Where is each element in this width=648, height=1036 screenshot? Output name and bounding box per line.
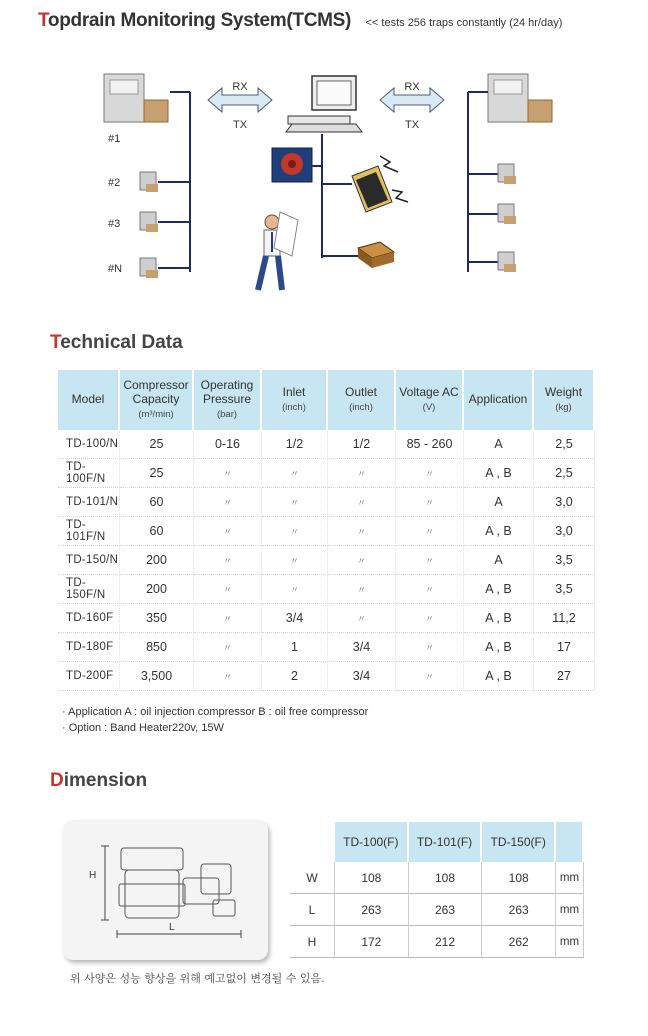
table-cell: 200 — [120, 546, 194, 575]
table-cell: 2,5 — [534, 459, 595, 488]
title-first-letter: T — [38, 10, 48, 31]
table-cell: 〃 — [194, 662, 262, 691]
dimension-label-cell: H — [290, 926, 335, 958]
table-cell: A — [464, 430, 534, 459]
table-row — [58, 459, 595, 488]
table-cell: 850 — [120, 633, 194, 662]
header-label: Outlet — [344, 385, 377, 400]
column-header-model — [58, 370, 120, 430]
table-cell: 25 — [120, 459, 194, 488]
table-cell: 60 — [120, 488, 194, 517]
page-title — [38, 10, 351, 31]
header-unit: (m³/min) — [138, 408, 174, 420]
trap-label: #2 — [108, 177, 121, 189]
table-cell: 〃 — [194, 633, 262, 662]
table-cell: 〃 — [396, 517, 464, 546]
table-cell: 200 — [120, 575, 194, 604]
table-cell: 263 — [335, 894, 409, 926]
table-cell: 1 — [262, 633, 328, 662]
column-header-capacity — [120, 370, 194, 430]
trap-icon — [498, 252, 516, 272]
header-label: Application — [468, 392, 528, 407]
system-diagram — [60, 52, 600, 312]
header-unit: (inch) — [282, 401, 306, 413]
table-row — [58, 662, 595, 691]
table-row — [290, 862, 584, 894]
table-cell: 3/4 — [328, 662, 396, 691]
column-header-td150: TD-150(F) — [482, 822, 556, 862]
table-cell: 2,5 — [534, 430, 595, 459]
table-cell: 172 — [335, 926, 409, 958]
model-cell: TD-180F — [58, 633, 120, 662]
column-header-pressure — [194, 370, 262, 430]
table-row — [58, 633, 595, 662]
left-tx-label: TX — [232, 119, 248, 131]
dimension-title — [50, 770, 147, 792]
right-tx-label: TX — [404, 119, 420, 131]
header-label: Model — [71, 392, 105, 407]
table-cell: A , B — [464, 517, 534, 546]
header-label: Operating Pressure — [200, 378, 254, 407]
table-cell: 〃 — [194, 517, 262, 546]
height-label: H — [89, 870, 97, 881]
table-row — [58, 430, 595, 459]
table-cell: 〃 — [396, 662, 464, 691]
table-row — [58, 517, 595, 546]
header-label: Voltage AC — [399, 385, 459, 400]
table-cell: 〃 — [396, 575, 464, 604]
table-cell: A , B — [464, 575, 534, 604]
technical-data-table — [58, 370, 595, 691]
table-row — [58, 575, 595, 604]
table-cell: 〃 — [396, 546, 464, 575]
model-cell: TD-101/N — [58, 488, 120, 517]
table-cell: 3,5 — [534, 575, 595, 604]
table-cell: 〃 — [328, 517, 396, 546]
left-rx-label: RX — [232, 81, 248, 93]
table-cell: A — [464, 546, 534, 575]
table-cell: 〃 — [194, 575, 262, 604]
table-cell: A — [464, 488, 534, 517]
header-unit: (bar) — [216, 408, 238, 420]
table-cell: 85 - 260 — [396, 430, 464, 459]
table-cell: 〃 — [194, 546, 262, 575]
title-abbreviation: (TCMS) — [286, 10, 352, 31]
column-header-weight — [534, 370, 595, 430]
section-title-text: echnical Data — [60, 332, 183, 353]
table-cell: A , B — [464, 459, 534, 488]
header-unit: (V) — [422, 401, 436, 413]
alarm-bell-icon — [272, 148, 312, 182]
table-cell: 〃 — [194, 459, 262, 488]
trap-label: #3 — [108, 218, 121, 230]
left-monitor-unit-icon — [104, 74, 168, 122]
table-cell: 108 — [482, 862, 556, 894]
trap-icon — [140, 258, 158, 278]
note-option: · Option : Band Heater220v, 15W — [62, 722, 224, 734]
table-cell: 〃 — [328, 604, 396, 633]
table-cell: 〃 — [262, 517, 328, 546]
dimension-drawing — [63, 820, 268, 960]
toolbox-icon — [358, 242, 394, 268]
footer-note: 위 사양은 성능 향상을 위해 예고없이 변경될 수 있음. — [70, 972, 325, 985]
table-cell: A , B — [464, 662, 534, 691]
table-cell: 3/4 — [328, 633, 396, 662]
table-cell: 108 — [409, 862, 483, 894]
table-cell: 〃 — [262, 575, 328, 604]
table-cell: 〃 — [396, 604, 464, 633]
trap-outline-drawing — [119, 848, 235, 918]
right-monitor-unit-icon — [488, 74, 552, 122]
table-cell: 〃 — [328, 546, 396, 575]
table-cell: 〃 — [396, 488, 464, 517]
dimension-label-cell: L — [290, 894, 335, 926]
table-cell: 262 — [482, 926, 556, 958]
header-label: Weight — [544, 385, 583, 400]
operator-icon — [258, 212, 298, 290]
length-label: L — [169, 922, 175, 933]
trap-icon — [140, 212, 158, 232]
title-text: opdrain Monitoring System — [47, 10, 287, 31]
table-cell: 〃 — [396, 459, 464, 488]
table-cell: 11,2 — [534, 604, 595, 633]
model-cell: TD-200F — [58, 662, 120, 691]
column-header-outlet — [328, 370, 396, 430]
table-row — [290, 894, 584, 926]
column-header-application — [464, 370, 534, 430]
model-cell: TD-101F/N — [58, 517, 120, 546]
header-label: Compressor Capacity — [123, 378, 189, 407]
model-cell: TD-100F/N — [58, 459, 120, 488]
table-cell: 25 — [120, 430, 194, 459]
header-unit: (inch) — [349, 401, 373, 413]
table-cell: 〃 — [194, 488, 262, 517]
right-rx-label: RX — [404, 81, 420, 93]
table-cell: 2 — [262, 662, 328, 691]
header-unit-blank — [556, 822, 584, 862]
dimension-label-cell: W — [290, 862, 335, 894]
section-title-text: imension — [63, 770, 148, 791]
table-cell: 〃 — [328, 488, 396, 517]
table-cell: 3,500 — [120, 662, 194, 691]
column-header-td101: TD-101(F) — [409, 822, 483, 862]
table-cell: 263 — [409, 894, 483, 926]
table-cell: 〃 — [328, 459, 396, 488]
model-cell: TD-160F — [58, 604, 120, 633]
note-application: · Application A : oil injection compressor B : oil free compressor — [62, 706, 369, 718]
dimension-table — [290, 822, 584, 958]
dimension-table-body — [290, 862, 584, 958]
table-cell: 〃 — [262, 488, 328, 517]
trap-icon — [498, 204, 516, 224]
table-row — [58, 488, 595, 517]
section-title-first-letter: T — [50, 332, 61, 353]
table-cell: 60 — [120, 517, 194, 546]
header-label: Inlet — [282, 385, 306, 400]
table-cell: 3,0 — [534, 488, 595, 517]
unit-cell: mm — [556, 894, 584, 926]
column-header-voltage — [396, 370, 464, 430]
printer-icon — [352, 156, 408, 212]
table-row — [58, 604, 595, 633]
table-cell: 108 — [335, 862, 409, 894]
table-cell: 17 — [534, 633, 595, 662]
model-cell: TD-100/N — [58, 430, 120, 459]
computer-icon — [286, 76, 362, 132]
table-cell: 〃 — [328, 575, 396, 604]
table-cell: 27 — [534, 662, 595, 691]
table-cell: 〃 — [396, 633, 464, 662]
trap-icon — [498, 164, 516, 184]
table-cell: 〃 — [194, 604, 262, 633]
column-header-inlet — [262, 370, 328, 430]
technical-table-body — [58, 430, 595, 691]
table-cell: 〃 — [262, 459, 328, 488]
table-cell: A , B — [464, 604, 534, 633]
trap-label: #1 — [108, 133, 121, 145]
column-header-td100: TD-100(F) — [335, 822, 409, 862]
header-blank — [290, 822, 335, 862]
trap-label: #N — [108, 263, 123, 275]
table-cell: 3,5 — [534, 546, 595, 575]
unit-cell: mm — [556, 926, 584, 958]
title-note: << tests 256 traps constantly (24 hr/day) — [365, 17, 563, 29]
table-row — [58, 546, 595, 575]
table-cell: 1/2 — [328, 430, 396, 459]
unit-cell: mm — [556, 862, 584, 894]
table-cell: 〃 — [262, 546, 328, 575]
notes — [62, 704, 368, 736]
table-cell: 263 — [482, 894, 556, 926]
table-cell: 0-16 — [194, 430, 262, 459]
model-cell: TD-150/N — [58, 546, 120, 575]
section-title-first-letter: D — [50, 770, 64, 791]
table-header-row — [290, 822, 584, 862]
header-unit: (kg) — [555, 401, 572, 413]
table-cell: A , B — [464, 633, 534, 662]
technical-data-title — [50, 332, 183, 354]
trap-icon — [140, 172, 158, 192]
table-header-row — [58, 370, 595, 430]
table-row — [290, 926, 584, 958]
table-cell: 3,0 — [534, 517, 595, 546]
model-cell: TD-150F/N — [58, 575, 120, 604]
table-cell: 1/2 — [262, 430, 328, 459]
table-cell: 3/4 — [262, 604, 328, 633]
header — [38, 10, 638, 38]
table-cell: 350 — [120, 604, 194, 633]
table-cell: 212 — [409, 926, 483, 958]
